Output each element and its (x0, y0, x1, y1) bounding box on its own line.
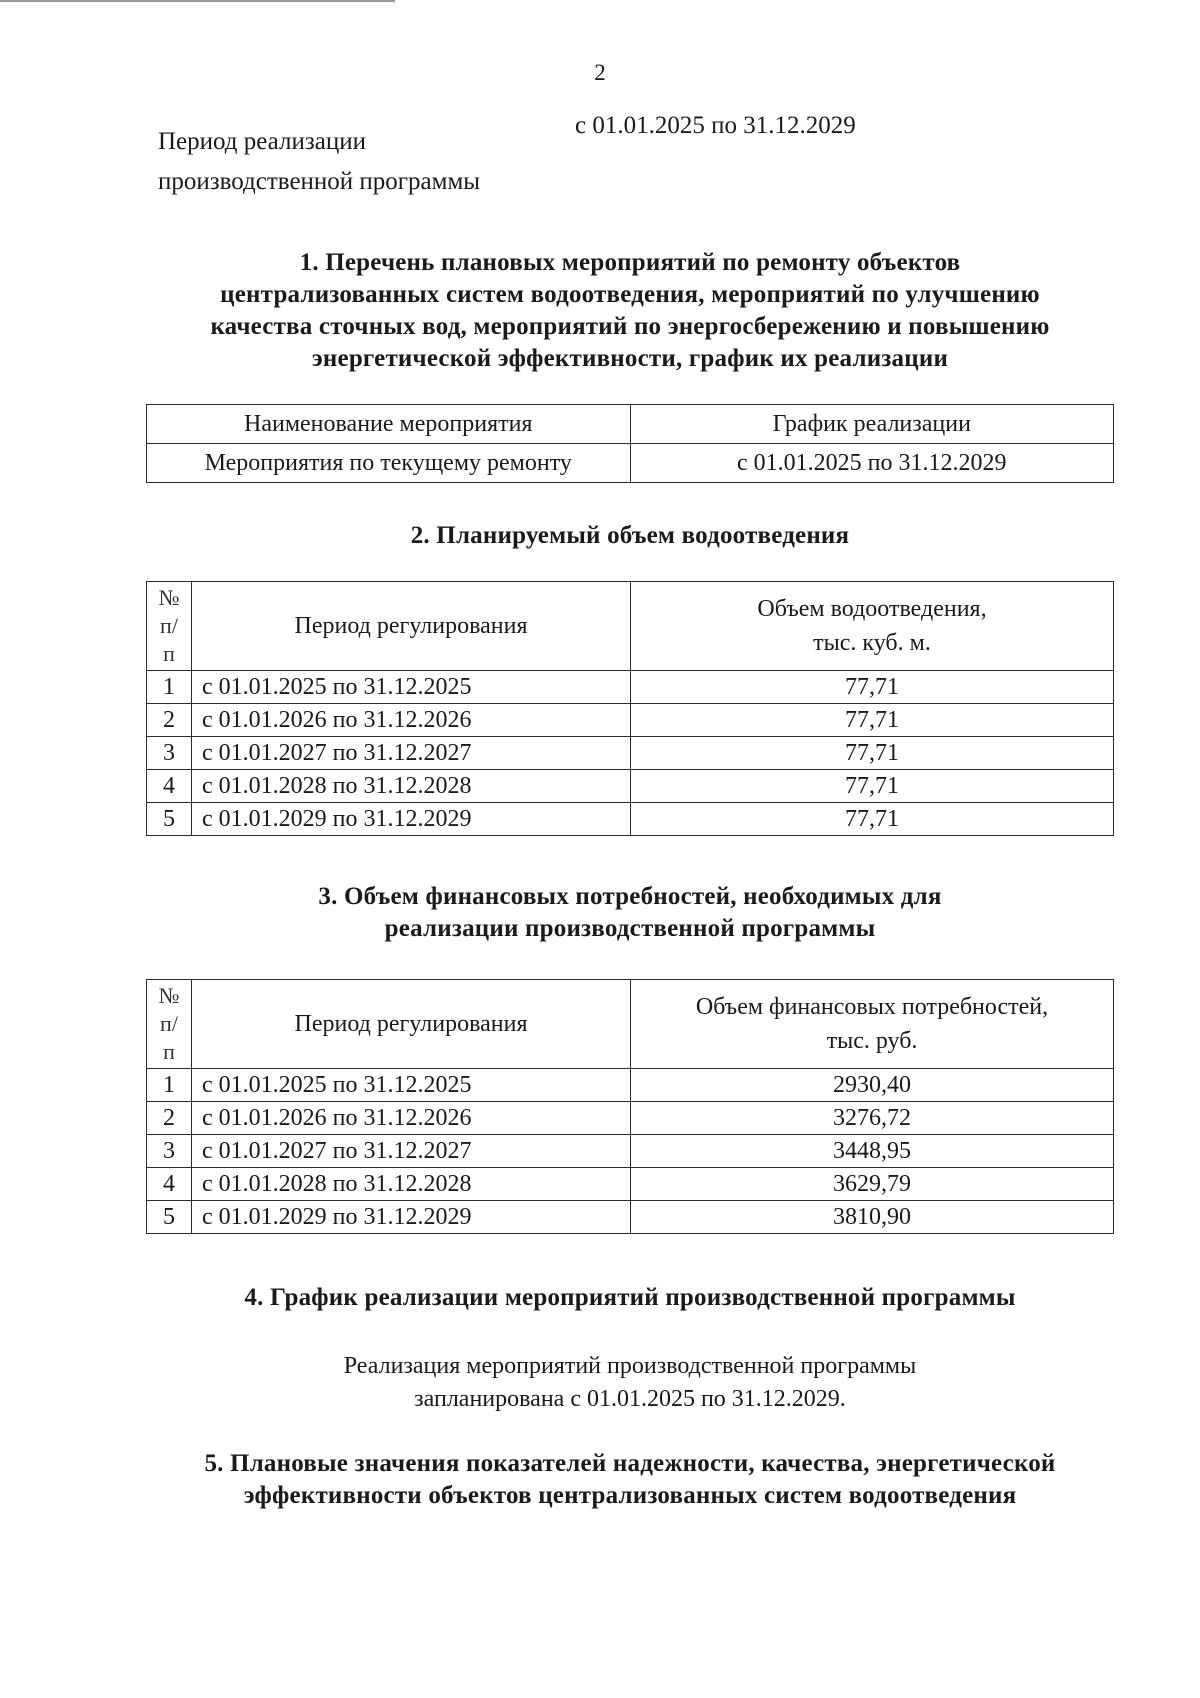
table-row (147, 1102, 1114, 1135)
header-number-line2: п/ (160, 1011, 178, 1036)
cell-period: с 01.01.2029 по 31.12.2029 (192, 1201, 631, 1234)
cell-volume: 77,71 (631, 803, 1114, 836)
section1-title-line4: энергетической эффективности, график их реализации (311, 345, 949, 372)
table-header-row (147, 405, 1114, 444)
section3-title-line1: 3. Объем финансовых потребностей, необходимых для (318, 883, 942, 910)
header-number-line3: п (163, 641, 175, 666)
cell-number: 1 (147, 1069, 192, 1102)
section1-title-line3: качества сточных вод, мероприятий по энергосбережению и повышению (210, 313, 1050, 340)
table-row (147, 444, 1114, 483)
header-financial-volume (631, 980, 1114, 1069)
cell-schedule: с 01.01.2025 по 31.12.2029 (630, 444, 1114, 483)
scan-edge-line (0, 0, 395, 2)
header-volume-line1: Объем водоотведения, (757, 596, 987, 622)
cell-period: с 01.01.2028 по 31.12.2028 (192, 770, 631, 803)
cell-financial-volume: 2930,40 (631, 1069, 1114, 1102)
section4-title: 4. График реализации мероприятий производственной программы (244, 1284, 1016, 1311)
header-number-line3: п (163, 1039, 175, 1064)
cell-number: 4 (147, 1168, 192, 1201)
header-number-line1: № (158, 983, 180, 1008)
section4-text-line2: запланирована с 01.01.2025 по 31.12.2029. (414, 1386, 846, 1412)
page-number: 2 (594, 60, 606, 85)
table-row (147, 704, 1114, 737)
cell-number: 5 (147, 1201, 192, 1234)
period-label-line1: Период реализации (158, 128, 366, 155)
cell-volume: 77,71 (631, 704, 1114, 737)
header-period: Период регулирования (192, 980, 631, 1069)
cell-number: 5 (147, 803, 192, 836)
cell-number: 4 (147, 770, 192, 803)
period-label (158, 122, 480, 202)
header-number (147, 980, 192, 1069)
table-header-row (147, 582, 1114, 671)
section3-title (145, 881, 1115, 945)
cell-period: с 01.01.2027 по 31.12.2027 (192, 1135, 631, 1168)
header-volume-line2: тыс. куб. м. (813, 630, 931, 656)
section5-title-line2: эффективности объектов централизованных систем водоотведения (243, 1482, 1017, 1509)
cell-number: 3 (147, 737, 192, 770)
table-row (147, 1168, 1114, 1201)
section1-title-line1: 1. Перечень плановых мероприятий по ремонту объектов (299, 249, 961, 276)
header-schedule: График реализации (630, 405, 1114, 444)
cell-activity-name: Мероприятия по текущему ремонту (147, 444, 631, 483)
cell-number: 2 (147, 704, 192, 737)
cell-number: 3 (147, 1135, 192, 1168)
header-financial-line1: Объем финансовых потребностей, (695, 994, 1049, 1020)
table-row (147, 803, 1114, 836)
cell-volume: 77,71 (631, 671, 1114, 704)
section2-title: 2. Планируемый объем водоотведения (410, 522, 850, 549)
financial-needs-table (146, 979, 1114, 1234)
section1-title (145, 247, 1115, 375)
table-row (147, 671, 1114, 704)
table-row (147, 770, 1114, 803)
cell-period: с 01.01.2025 по 31.12.2025 (192, 671, 631, 704)
cell-financial-volume: 3810,90 (631, 1201, 1114, 1234)
section4-text (145, 1350, 1115, 1416)
cell-period: с 01.01.2026 по 31.12.2026 (192, 1102, 631, 1135)
cell-number: 2 (147, 1102, 192, 1135)
section4-text-line1: Реализация мероприятий производственной программы (343, 1353, 917, 1379)
drainage-volume-table (146, 581, 1114, 836)
header-activity-name: Наименование мероприятия (147, 405, 631, 444)
header-financial-line2: тыс. руб. (826, 1028, 918, 1054)
table-row (147, 737, 1114, 770)
cell-period: с 01.01.2025 по 31.12.2025 (192, 1069, 631, 1102)
header-number-line2: п/ (160, 613, 178, 638)
section5-title (145, 1448, 1115, 1512)
table-row (147, 1201, 1114, 1234)
cell-volume: 77,71 (631, 737, 1114, 770)
section1-title-line2: централизованных систем водоотведения, мероприятий по улучшению (220, 281, 1040, 308)
cell-financial-volume: 3629,79 (631, 1168, 1114, 1201)
cell-period: с 01.01.2029 по 31.12.2029 (192, 803, 631, 836)
cell-period: с 01.01.2027 по 31.12.2027 (192, 737, 631, 770)
period-value: с 01.01.2025 по 31.12.2029 (575, 112, 856, 139)
cell-number: 1 (147, 671, 192, 704)
cell-volume: 77,71 (631, 770, 1114, 803)
cell-period: с 01.01.2028 по 31.12.2028 (192, 1168, 631, 1201)
period-label-line2: производственной программы (158, 168, 481, 195)
activities-table (146, 404, 1114, 483)
table-header-row (147, 980, 1114, 1069)
cell-financial-volume: 3448,95 (631, 1135, 1114, 1168)
section3-title-line2: реализации производственной программы (384, 915, 876, 942)
cell-period: с 01.01.2026 по 31.12.2026 (192, 704, 631, 737)
header-volume (631, 582, 1114, 671)
cell-financial-volume: 3276,72 (631, 1102, 1114, 1135)
header-period: Период регулирования (192, 582, 631, 671)
section5-title-line1: 5. Плановые значения показателей надежности, качества, энергетической (204, 1450, 1056, 1477)
table-row (147, 1135, 1114, 1168)
header-number (147, 582, 192, 671)
header-number-line1: № (158, 585, 180, 610)
table-row (147, 1069, 1114, 1102)
